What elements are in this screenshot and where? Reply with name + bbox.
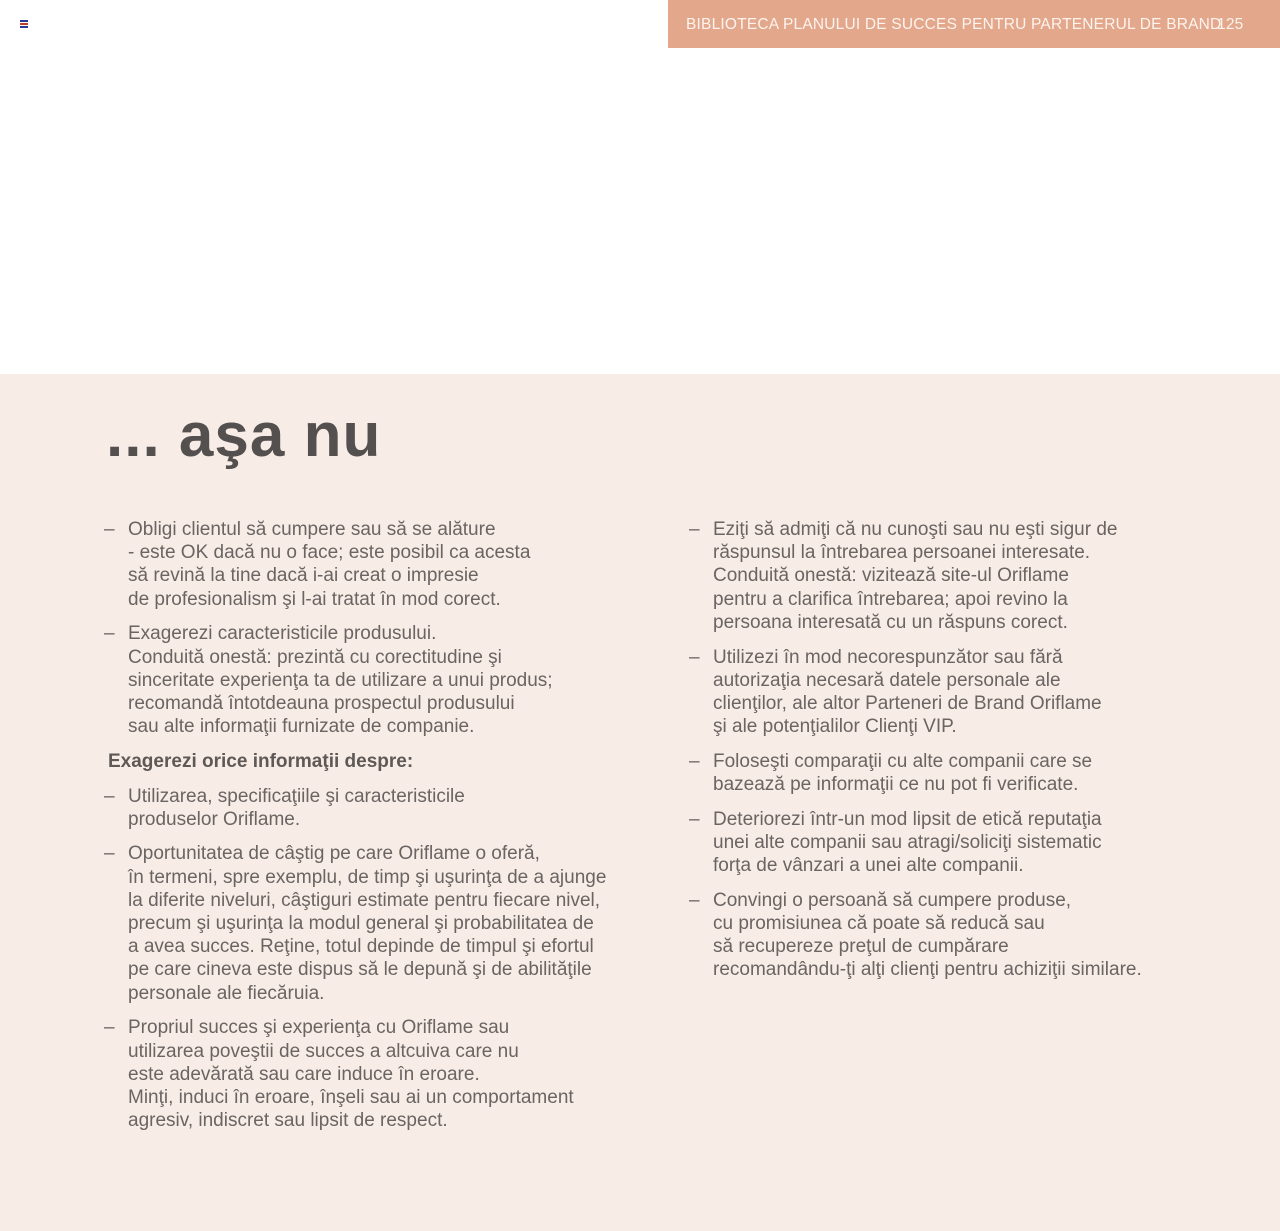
- list-item: [689, 518, 1249, 634]
- menu-icon[interactable]: [20, 20, 28, 28]
- list-item-text: Eziţi să admiţi că nu cunoşti sau nu eşti sigur de răspunsul la întrebarea persoanei interesate. Conduită onestă: vizitează site-ul Oriflame pentru a clarifica întrebarea; apoi revino la persoana interesată cu un răspuns corect.: [713, 519, 1118, 633]
- list-item-text: Propriul succes şi experienţa cu Oriflame sau utilizarea poveştii de succes a altcuiva care nu este adevărată sau care induce în eroare. Minţi, induci în eroare, înşeli sau ai un comportament agresiv, indiscret sau lipsit de respect.: [128, 1017, 574, 1132]
- list-item-text: Utilizezi în mod necorespunzător sau fără autorizaţia necesară datele personale ale clienţilor, ale altor Parteneri de Brand Oriflame şi ale potenţialilor Clienţi VIP.: [713, 646, 1102, 738]
- bullet-dash: –: [689, 808, 700, 830]
- list-item: [104, 785, 644, 831]
- bullet-dash: –: [104, 1017, 115, 1039]
- bullet-dash: –: [689, 646, 700, 668]
- list-item: [104, 518, 644, 611]
- list-item: [689, 889, 1249, 982]
- page-number: 125: [1217, 16, 1244, 33]
- list-item-text: Oportunitatea de câştig pe care Oriflame o oferă, în termeni, spre exemplu, de timp şi uşurinţa de a ajunge la diferite niveluri, câştiguri estimate pentru fiecare nivel, precum şi uşurinţa la modul general şi probabilitatea de a avea succes. Reţine, totul depinde de timpul şi efortul pe care cineva este dispus să le depună şi de abilităţile personale ale fiecăruia.: [128, 843, 607, 1004]
- bullet-dash: –: [689, 519, 700, 540]
- list-item: [104, 1016, 644, 1132]
- list-item: [689, 808, 1249, 878]
- bullet-dash: –: [104, 843, 115, 865]
- left-column: [104, 518, 644, 1144]
- list-item-text: Utilizarea, specificaţiile şi caracteristicile produselor Oriflame.: [128, 785, 465, 830]
- list-item-text: Convingi o persoană să cumpere produse, cu promisiunea că poate să reducă sau să recupereze preţul de cumpărare recomandându-ţi alţi clienţi pentru achiziţii similare.: [713, 889, 1142, 981]
- header-band: [668, 0, 1280, 48]
- list-item: [104, 622, 644, 738]
- header-title: BIBLIOTECA PLANULUI DE SUCCES PENTRU PARTENERUL DE BRAND: [686, 16, 1222, 33]
- list-item-text: Deteriorezi într-un mod lipsit de etică reputaţia unei alte companii sau atragi/soliciţi sistematic forţa de vânzari a unei alte companii.: [713, 808, 1102, 877]
- bullet-dash: –: [104, 623, 115, 645]
- section-subheading: Exagerezi orice informaţii despre:: [108, 750, 414, 772]
- list-item-text: Obligi clientul să cumpere sau să se alăture - este OK dacă nu o face; este posibil ca acesta să revină la tine dacă i-ai creat o impresie de profesionalism şi l-ai tratat în mod corect.: [128, 519, 531, 610]
- bullet-dash: –: [104, 519, 115, 540]
- bullet-dash: –: [689, 750, 700, 772]
- list-item-text: Foloseşti comparaţii cu alte companii care se bazează pe informaţii ce nu pot fi verificate.: [713, 750, 1093, 796]
- list-item: [104, 842, 644, 1004]
- bullet-dash: –: [689, 889, 700, 911]
- right-column: [689, 518, 1249, 993]
- list-item: [689, 646, 1249, 739]
- list-item-text: Exagerezi caracteristicile produsului. Conduită onestă: prezintă cu corectitudine şi sinceritate experienţa ta de utilizare a unui produs; recomandă întotdeauna prospectul produsului sau alte informaţii furnizate de companie.: [128, 623, 553, 738]
- bullet-dash: –: [104, 785, 115, 807]
- list-item: [689, 750, 1249, 796]
- page-heading: ... aşa nu: [106, 401, 382, 470]
